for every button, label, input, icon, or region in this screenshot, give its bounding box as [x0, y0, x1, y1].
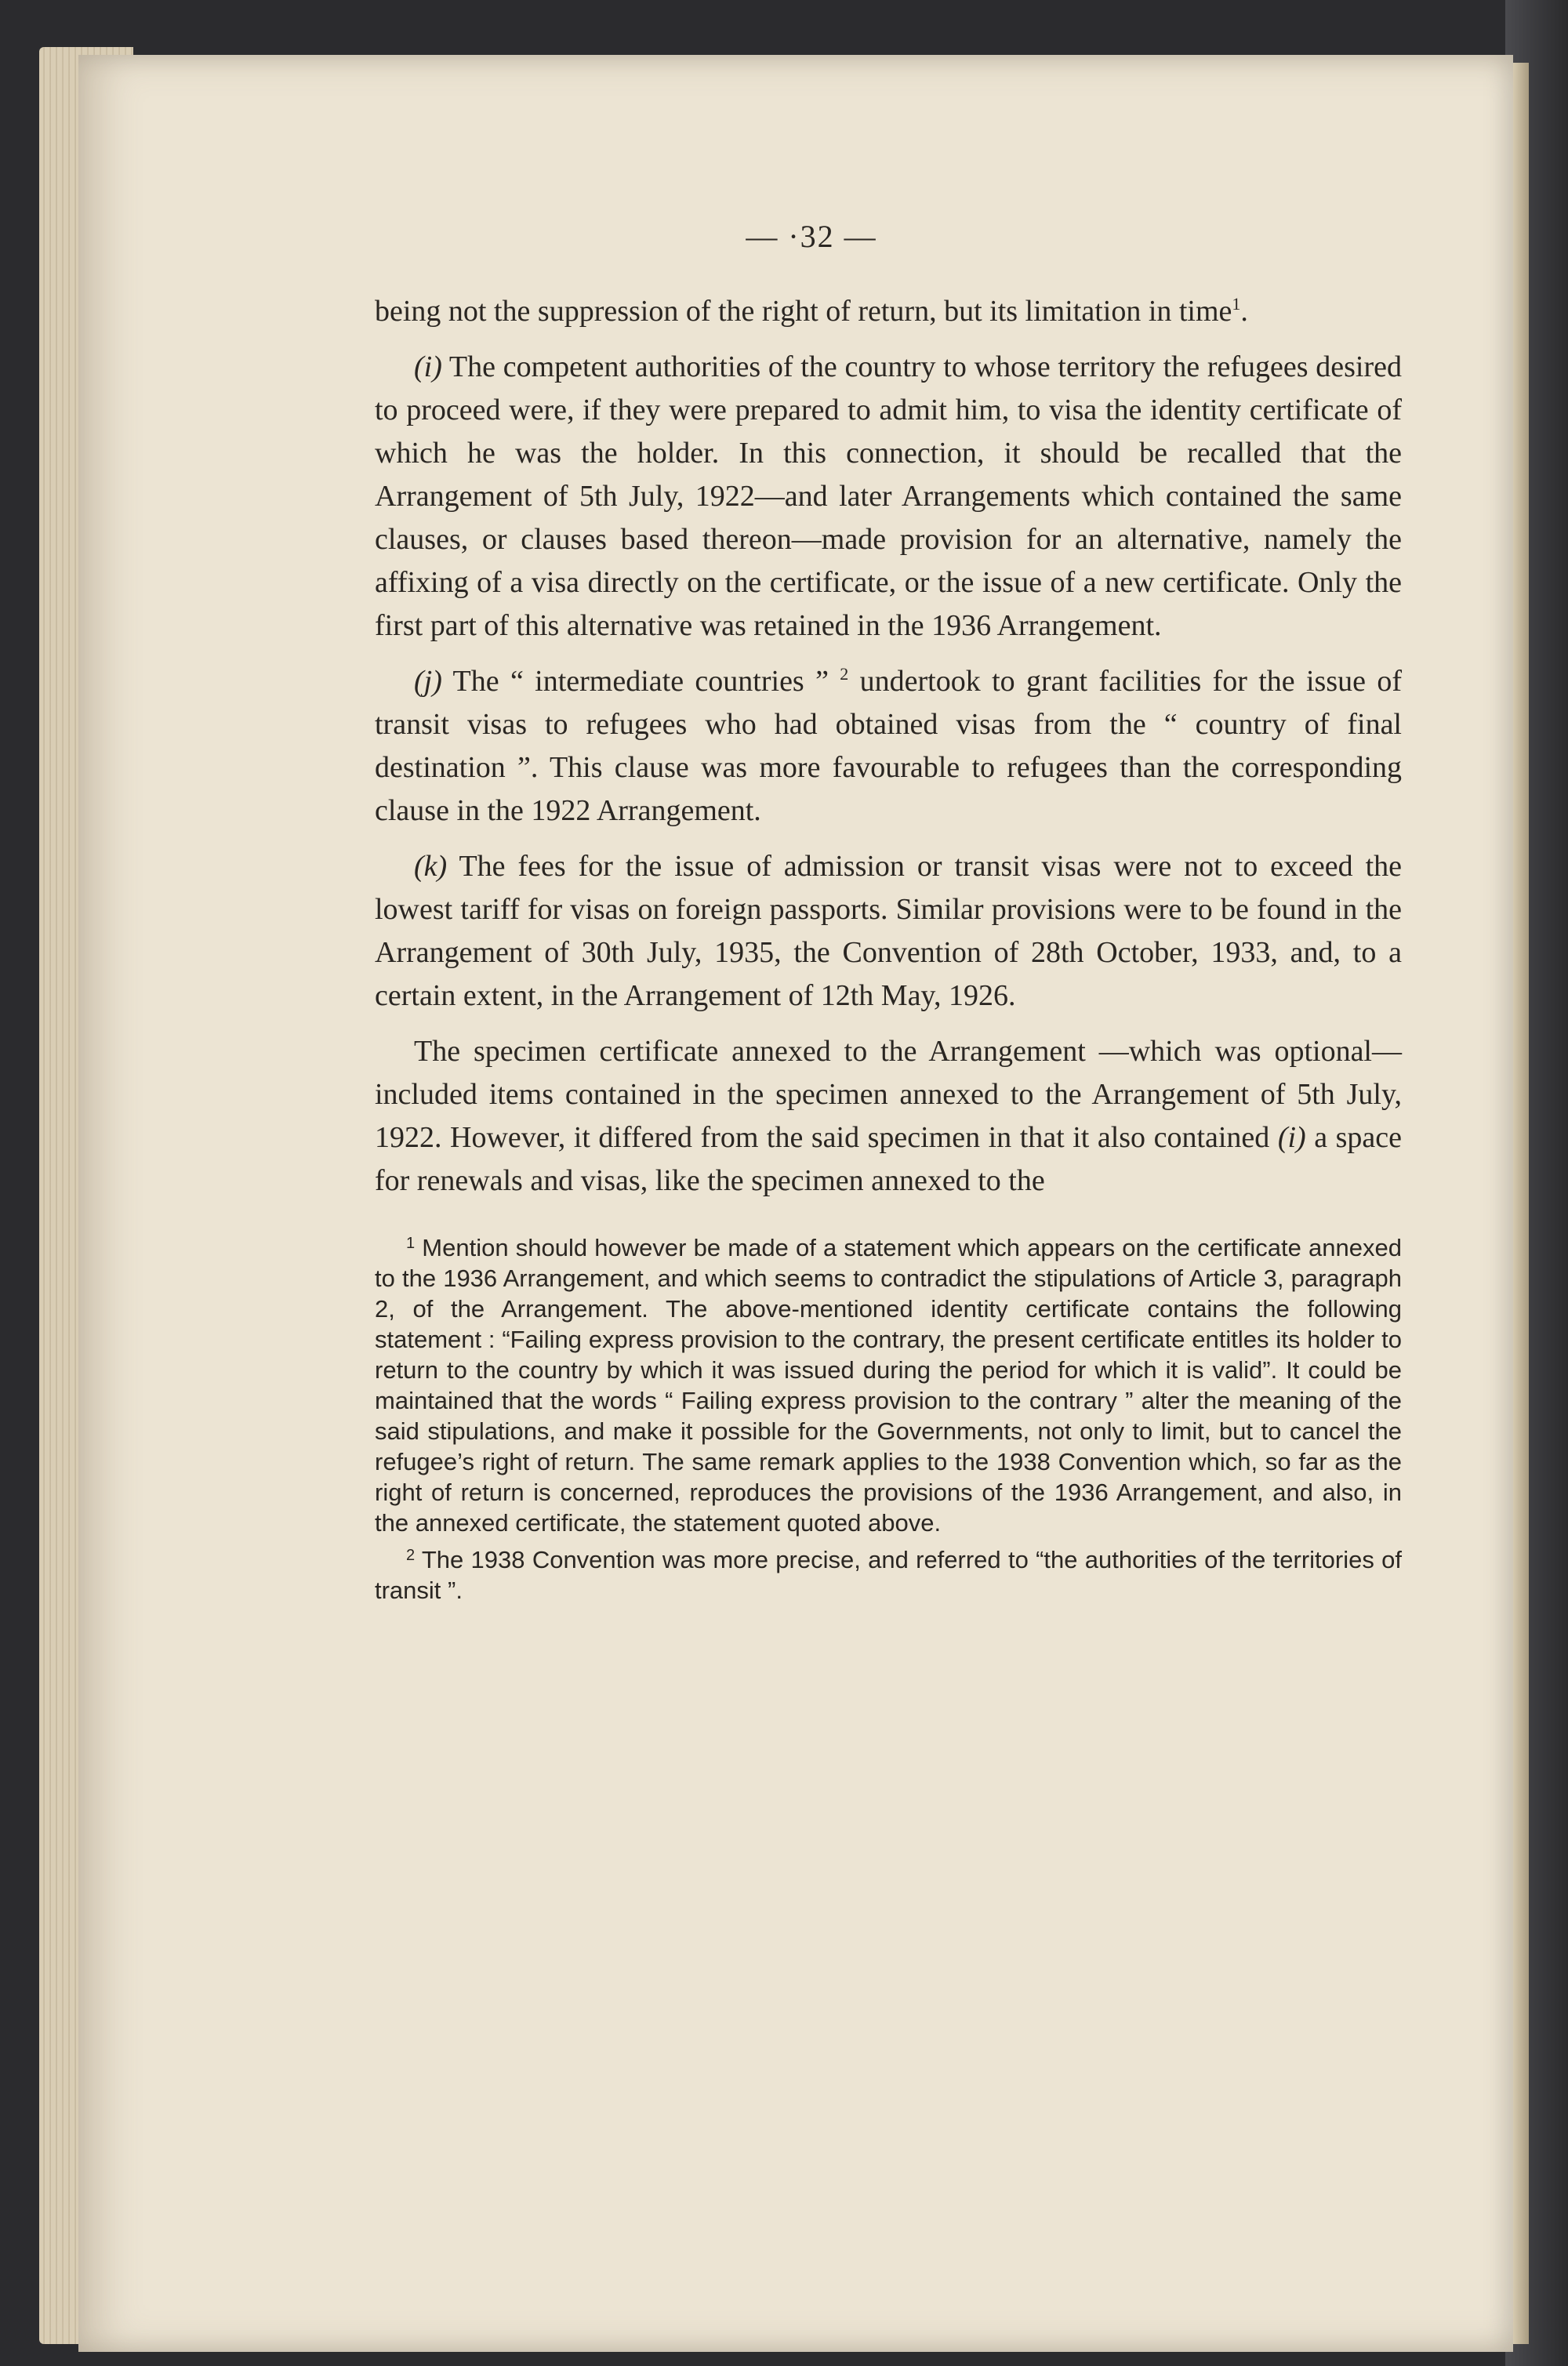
paragraph-specimen: [375, 1030, 1402, 1203]
footnote-text: Mention should however be made of a statement which appears on the certificate annexed to the 1936 Arrangement, and which seems to contradict the stipulations of Article 3, paragraph 2, of the Arrangement. The above-mentioned identity certificate contains the following statement : “Failing express provision to the contrary, the present certificate entitles its holder to return to the country by which it was issued during the period for which it is valid”. It could be maintained that the words “ Failing express provision to the contrary ” alter the meaning of the said stipulations, and make it possible for the Governments, not only to limit, but to cancel the refugee’s right of return. The same remark applies to the 1938 Convention which, so far as the right of return is concerned, reproduces the provisions of the 1936 Arrangement, and also, in the annexed certificate, the statement quoted above.: [375, 1234, 1402, 1537]
paragraph-label: (k): [414, 850, 448, 883]
footnote-mark: 1: [406, 1235, 416, 1252]
paragraph-text: The fees for the issue of admission or transit visas were not to exceed the lowest tariff for visas on foreign passports. Similar provisions were to be found in the Arrangement of 30th July, 1935, the Convention of 28th October, 1933, and, to a certain extent, in the Arrangement of 12th May, 1926.: [375, 850, 1402, 1012]
main-text: [375, 290, 1402, 1612]
footnote-text: The 1938 Convention was more precise, and referred to “the authorities of the territories of transit ”.: [375, 1546, 1402, 1604]
footnote-2: [375, 1544, 1402, 1606]
footnote-ref: 1: [1232, 294, 1241, 314]
paragraph-k: [375, 845, 1402, 1018]
paragraph-label: (j): [414, 665, 442, 698]
paragraph-text: The “ intermediate countries ”: [441, 665, 829, 698]
footnote-1: [375, 1232, 1402, 1538]
footnotes: [375, 1232, 1402, 1606]
footnote-ref: 2: [840, 664, 849, 684]
page-number: — ·32 —: [746, 219, 877, 254]
paragraph-label: (i): [414, 350, 442, 383]
paragraph-text: a space for renewals and visas, like the specimen annexed to the: [375, 1121, 1403, 1197]
paragraph-tail: .: [1240, 295, 1248, 328]
paragraph-text: being not the suppression of the right of return, but its limitation in time: [375, 295, 1232, 328]
paragraph-label: (i): [1277, 1121, 1306, 1154]
paragraph-text: undertook to grant facilities for the issue of transit visas to refugees who had obtained visas from the “ country of final destination ”. This clause was more favourable to refugees than the corresponding clause in the 1922 Arrangement.: [375, 665, 1403, 827]
paragraph-text: The specimen certificate annexed to the Arrangement —which was optional—included items contained in the specimen annexed to the Arrangement of 5th July, 1922. However, it differed from the said specimen in that it also contained: [375, 1035, 1402, 1154]
page-edge: [1513, 63, 1529, 2344]
paragraph-i: [375, 346, 1402, 648]
paragraph-continuation: [375, 290, 1402, 333]
paragraph-j: [375, 660, 1402, 833]
footnote-mark: 2: [406, 1547, 416, 1564]
paragraph-text: The competent authorities of the country to whose territory the refugees desired to proceed were, if they were prepared to admit him, to visa the identity certificate of which he was the holder. In this connection, it should be recalled that the Arrangement of 5th July, 1922—and later Arrangements which contained the same clauses, or clauses based thereon—made provision for an alternative, namely the affixing of a visa directly on the certificate, or the issue of a new certificate. Only the first part of this alternative was retained in the 1936 Arrangement.: [375, 350, 1402, 642]
